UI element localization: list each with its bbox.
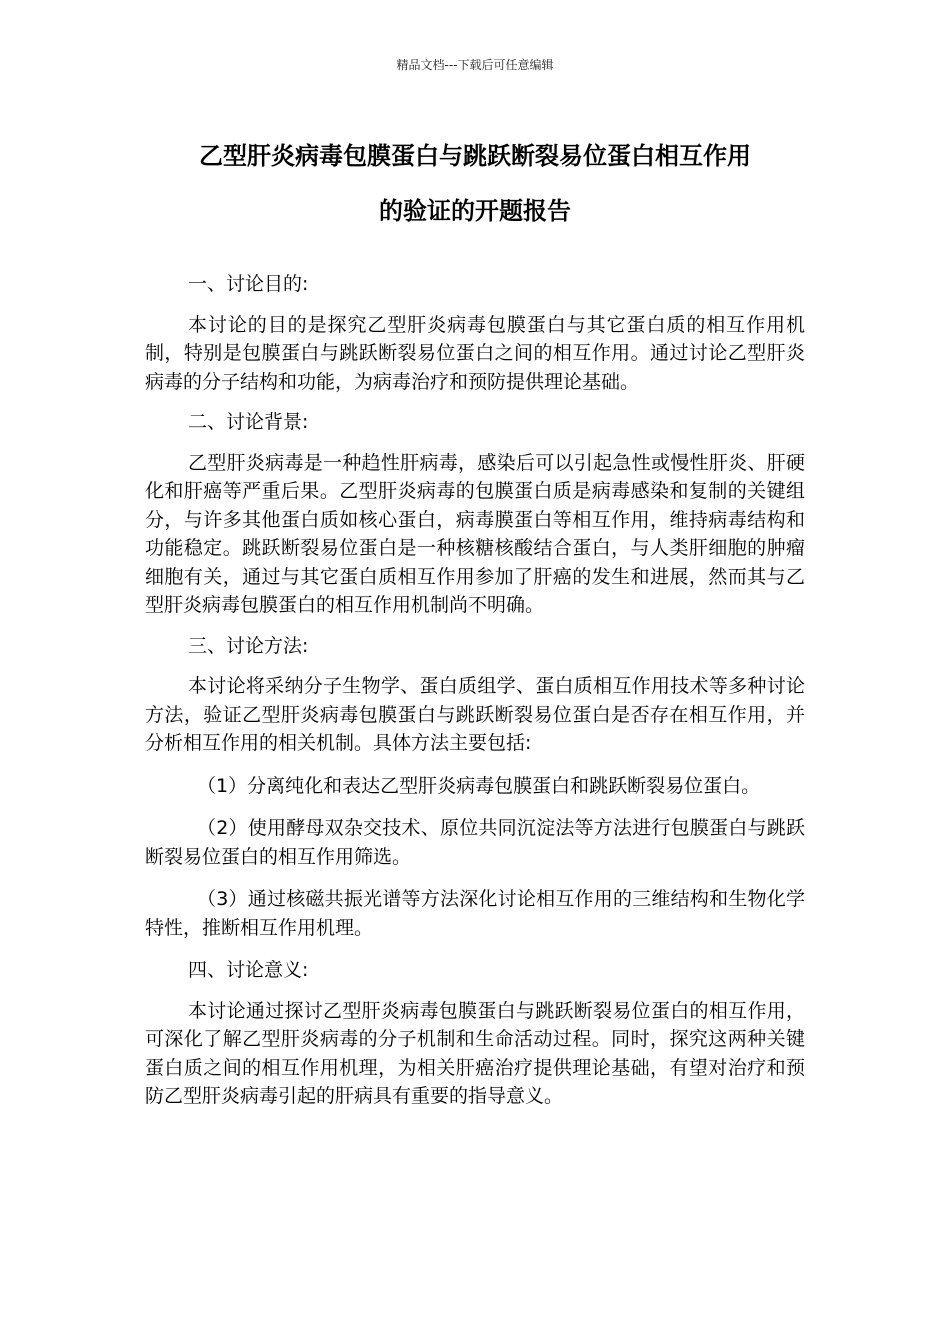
title-line-1: 乙型肝炎病毒包膜蛋白与跳跃断裂易位蛋白相互作用 xyxy=(199,142,751,170)
section-3-heading: 三、讨论方法: xyxy=(188,634,309,657)
title-line-2: 的验证的开题报告 xyxy=(379,197,571,225)
section-2-text: 乙型肝炎病毒是一种趋性肝病毒，感染后可以引起急性或慢性肝炎、肝硬化和肝癌等严重后果。乙型肝炎病毒的包膜蛋白质是病毒感染和复制的关键组分，与许多其他蛋白质如核心蛋白，病毒膜蛋白等相互作用，维持病毒结构和功能稳定。跳跃断裂易位蛋白是一种核糖核酸结合蛋白，与人类肝细胞的肿瘤细胞有关，通过与其它蛋白质相互作用参加了肝癌的发生和进展，然而其与乙型肝炎病毒包膜蛋白的相互作用机制尚不明确。 xyxy=(145,451,805,616)
section-3-text: 本讨论将采纳分子生物学、蛋白质组学、蛋白质相互作用技术等多种讨论方法，验证乙型肝炎病毒包膜蛋白与跳跃断裂易位蛋白是否存在相互作用，并分析相互作用的相关机制。具体方法主要包括: xyxy=(145,675,805,754)
header-note: 精品文档---下载后可任意编辑 xyxy=(396,58,554,72)
section-4-text: 本讨论通过探讨乙型肝炎病毒包膜蛋白与跳跃断裂易位蛋白的相互作用，可深化了解乙型肝炎病毒的分子机制和生命活动过程。同时，探究这两种关键蛋白质之间的相互作用机理，为相关肝癌治疗提供理论基础，有望对治疗和预防乙型肝炎病毒引起的肝病具有重要的指导意义。 xyxy=(145,999,805,1107)
section-2-heading: 二、讨论背景: xyxy=(188,411,309,433)
section-1-heading: 一、讨论目的: xyxy=(188,273,309,295)
section-3-item-1: （1）分离纯化和表达乙型肝炎病毒包膜蛋白和跳跃断裂易位蛋白。 xyxy=(197,774,761,797)
section-1-text: 本讨论的目的是探究乙型肝炎病毒包膜蛋白与其它蛋白质的相互作用机制，特别是包膜蛋白与跳跃断裂易位蛋白之间的相互作用。通过讨论乙型肝炎病毒的分子结构和功能，为病毒治疗和预防提供理论基础。 xyxy=(145,313,805,393)
section-4-heading: 四、讨论意义: xyxy=(188,959,309,981)
document-body xyxy=(145,270,805,1111)
section-3-item-3: （3）通过核磁共振光谱等方法深化讨论相互作用的三维结构和生物化学特性，推断相互作用机理。 xyxy=(145,888,805,939)
section-3-item-2: （2）使用酵母双杂交技术、原位共同沉淀法等方法进行包膜蛋白与跳跃断裂易位蛋白的相互作用筛选。 xyxy=(145,817,805,868)
